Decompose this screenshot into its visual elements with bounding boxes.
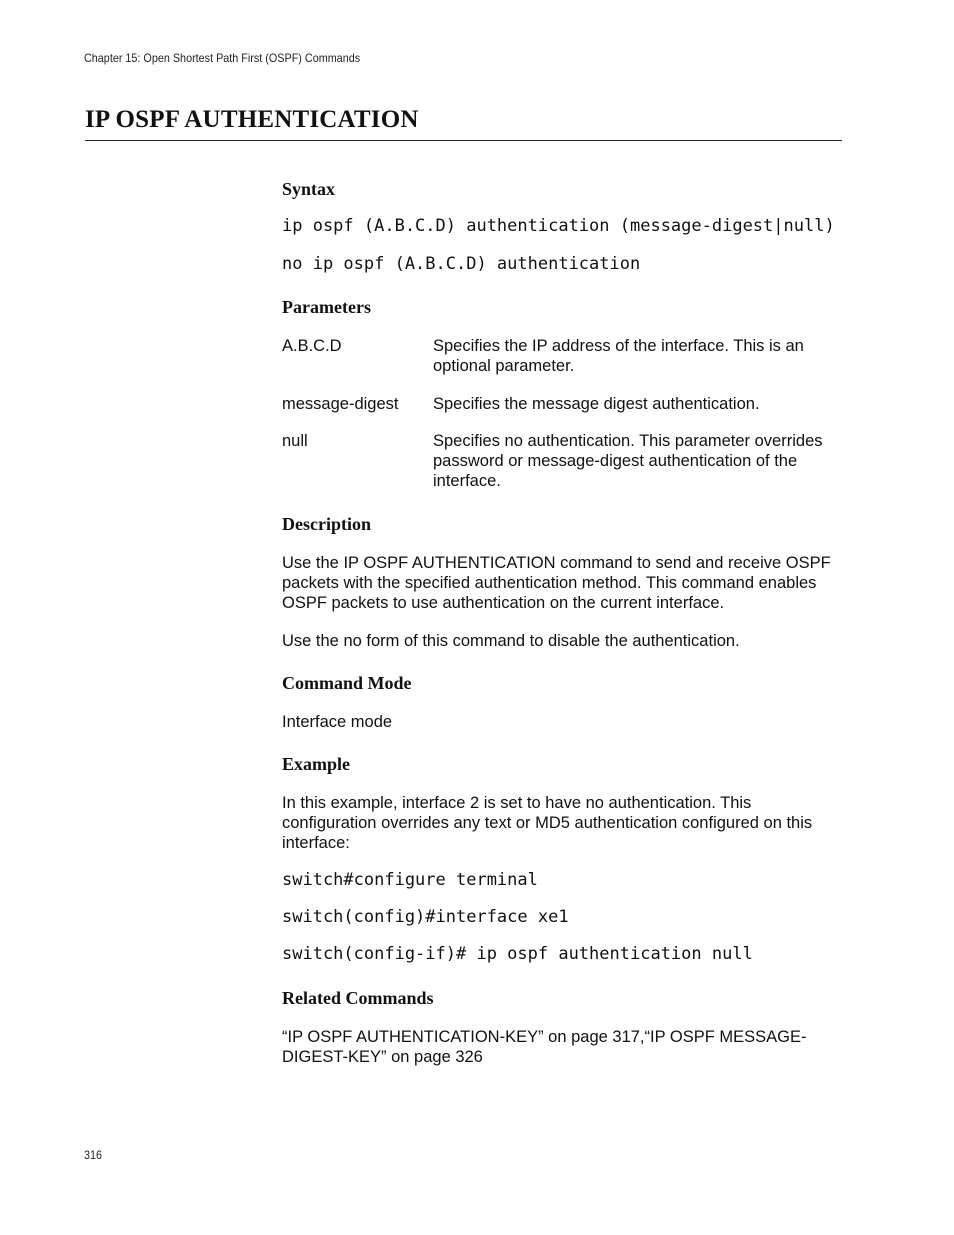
- parameter-description: Specifies no authentication. This parameter overrides password or message-digest authentication of the interface.: [433, 432, 823, 491]
- example-line: switch(config-if)# ip ospf authentication null: [282, 944, 753, 964]
- description-paragraph: Use the IP OSPF AUTHENTICATION command to send and receive OSPF packets with the specified authentication method. This command enables OSPF packets to use authentication on the current interface.: [282, 554, 831, 613]
- syntax-line: no ip ospf (A.B.C.D) authentication: [282, 254, 641, 274]
- command-mode-text: Interface mode: [282, 713, 393, 731]
- description-heading: Description: [282, 514, 371, 534]
- chapter-header: Chapter 15: Open Shortest Path First (OSPF) Commands: [84, 51, 361, 65]
- example-heading: Example: [282, 754, 351, 774]
- parameters-heading: Parameters: [282, 297, 371, 317]
- page-title: IP OSPF AUTHENTICATION: [85, 106, 419, 133]
- parameter-name: null: [282, 432, 308, 450]
- related-commands-links[interactable]: “IP OSPF AUTHENTICATION-KEY” on page 317,“IP OSPF MESSAGE-DIGEST-KEY” on page 326: [282, 1028, 807, 1067]
- title-rule: [85, 140, 842, 141]
- parameter-description: Specifies the IP address of the interface. This is an optional parameter.: [433, 337, 804, 376]
- example-line: switch(config)#interface xe1: [282, 907, 569, 927]
- example-line: switch#configure terminal: [282, 870, 538, 890]
- page-number: 316: [84, 1148, 103, 1162]
- command-mode-heading: Command Mode: [282, 673, 412, 693]
- parameter-name: message-digest: [282, 395, 399, 413]
- syntax-heading: Syntax: [282, 179, 336, 199]
- parameter-description: Specifies the message digest authentication.: [433, 395, 760, 413]
- syntax-line: ip ospf (A.B.C.D) authentication (message-digest|null): [282, 216, 835, 236]
- related-commands-heading: Related Commands: [282, 988, 434, 1008]
- example-intro: In this example, interface 2 is set to have no authentication. This configuration overrides any text or MD5 authentication configured on this interface:: [282, 794, 813, 853]
- parameter-name: A.B.C.D: [282, 337, 342, 355]
- description-paragraph: Use the no form of this command to disable the authentication.: [282, 632, 740, 650]
